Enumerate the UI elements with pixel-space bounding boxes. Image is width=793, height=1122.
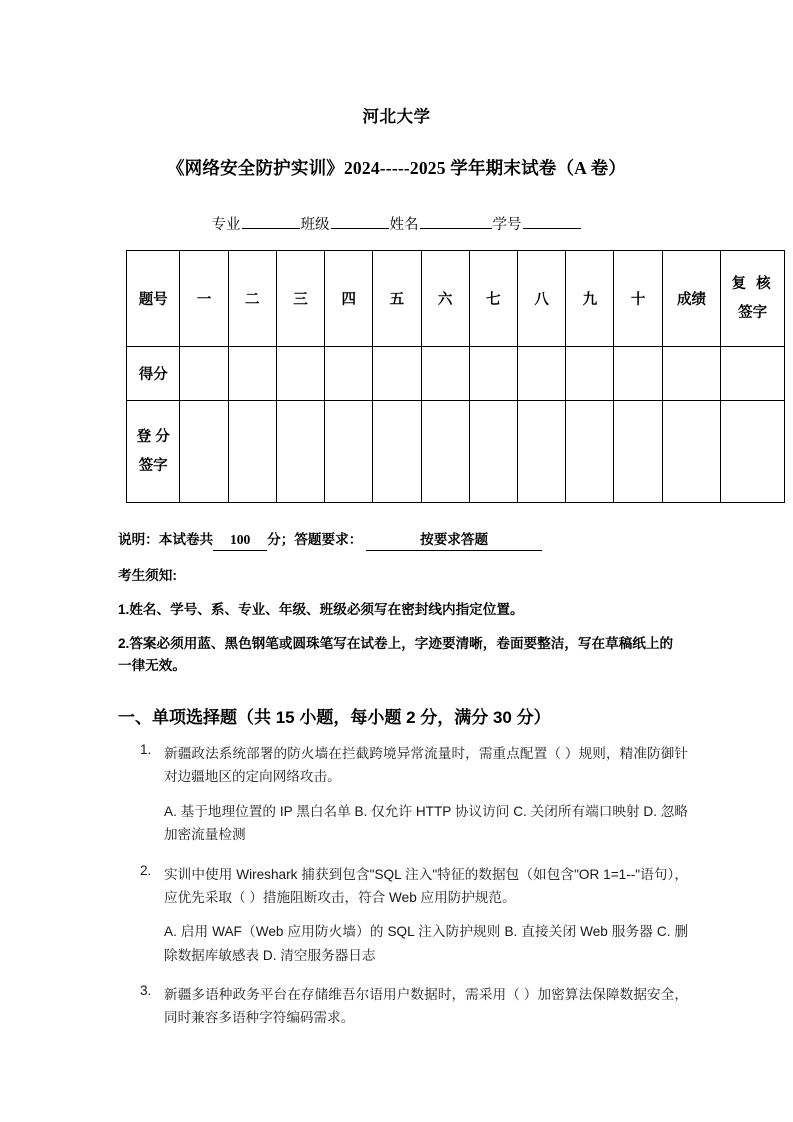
instruction-mid: 分；答题要求：	[267, 532, 363, 547]
cell-col-2: 二	[228, 251, 276, 347]
note-item-2: 2.答案必须用蓝、黑色钢笔或圆珠笔写在试卷上，字迹要清晰，卷面要整洁，写在草稿纸上的一律无效。	[118, 636, 674, 674]
cell-col-9: 九	[566, 251, 614, 347]
cell-score-8[interactable]	[518, 347, 566, 401]
signature-label-line1: 登 分	[136, 429, 170, 446]
cell-col-3: 三	[276, 251, 324, 347]
score-table	[126, 250, 785, 503]
major-label: 专业	[211, 217, 241, 233]
student-id-label: 学号	[492, 217, 522, 233]
section-title-single-choice: 一、单项选择题（共 15 小题，每小题 2 分，满分 30 分）	[118, 708, 551, 727]
cell-signature-5[interactable]	[373, 401, 421, 503]
cell-signature-1[interactable]	[180, 401, 228, 503]
cell-score-1[interactable]	[180, 347, 228, 401]
review-label-line1: 复 核	[731, 276, 774, 293]
cell-score-6[interactable]	[421, 347, 469, 401]
review-label-line2: 签字	[738, 304, 768, 321]
instruction-line	[118, 529, 680, 551]
signature-label-line2: 签字	[138, 457, 168, 474]
cell-score-3[interactable]	[276, 347, 324, 401]
cell-col-total: 成绩	[662, 251, 721, 347]
name-input-rule[interactable]	[420, 214, 492, 229]
question-options: A. 启用 WAF（Web 应用防火墙）的 SQL 注入防护规则 B. 直接关闭 Web 服务器 C. 删除数据库敏感表 D. 清空服务器日志	[164, 924, 688, 963]
class-input-rule[interactable]	[331, 214, 389, 229]
answer-requirement-value[interactable]: 按要求答题	[366, 529, 542, 551]
table-row-score	[127, 347, 785, 401]
cell-signature-3[interactable]	[276, 401, 324, 503]
cell-row-label-question-no: 题号	[127, 251, 180, 347]
note-item-1: 1.姓名、学号、系、专业、年级、班级必须写在密封线内指定位置。	[118, 602, 524, 618]
instruction-prefix: 说明：本试卷共	[118, 532, 214, 547]
cell-score-review[interactable]	[721, 347, 785, 401]
question-stem: 实训中使用 Wireshark 捕获到包含"SQL 注入"特征的数据包（如包含"OR 1=1--"语句），应优先采取（ ）措施阻断攻击，符合 Web 应用防护规范。	[164, 866, 688, 905]
student-id-input-rule[interactable]	[523, 214, 581, 229]
student-info-line	[0, 213, 793, 234]
question-stem: 新疆政法系统部署的防火墙在拦截跨境异常流量时，需重点配置（ ）规则，精准防御针对边疆地区的定向网络攻击。	[164, 746, 688, 785]
cell-col-5: 五	[373, 251, 421, 347]
cell-col-review-signature	[721, 251, 785, 347]
cell-signature-review[interactable]	[721, 401, 785, 503]
cell-signature-total[interactable]	[662, 401, 721, 503]
question-item	[140, 742, 688, 847]
notes-heading: 考生须知:	[118, 568, 177, 584]
name-label: 姓名	[389, 217, 419, 233]
question-number: 2.	[140, 862, 152, 878]
cell-col-7: 七	[469, 251, 517, 347]
question-item	[140, 983, 688, 1030]
class-label: 班级	[300, 217, 330, 233]
questions-list	[140, 742, 688, 1046]
question-number: 3.	[140, 983, 152, 998]
cell-col-6: 六	[421, 251, 469, 347]
question-number: 1.	[140, 742, 152, 757]
cell-score-9[interactable]	[566, 347, 614, 401]
cell-col-1: 一	[180, 251, 228, 347]
cell-col-10: 十	[614, 251, 662, 347]
cell-col-8: 八	[518, 251, 566, 347]
cell-signature-8[interactable]	[518, 401, 566, 503]
cell-score-5[interactable]	[373, 347, 421, 401]
question-item	[140, 863, 688, 968]
cell-score-total[interactable]	[662, 347, 721, 401]
cell-row-label-score: 得分	[127, 347, 180, 401]
table-row-header	[127, 251, 785, 347]
cell-signature-7[interactable]	[469, 401, 517, 503]
question-stem: 新疆多语种政务平台在存储维吾尔语用户数据时，需采用（ ）加密算法保障数据安全，同时兼容多语种字符编码需求。	[164, 987, 688, 1026]
cell-score-7[interactable]	[469, 347, 517, 401]
cell-col-4: 四	[325, 251, 373, 347]
cell-signature-9[interactable]	[566, 401, 614, 503]
exam-title: 《网络安全防护实训》2024-----2025 学年期末试卷（A 卷）	[166, 158, 627, 178]
major-input-rule[interactable]	[242, 214, 300, 229]
total-points-value[interactable]: 100	[213, 529, 267, 551]
table-row-signature	[127, 401, 785, 503]
notes-block	[118, 529, 680, 689]
cell-signature-6[interactable]	[421, 401, 469, 503]
university-name: 河北大学	[362, 108, 431, 126]
cell-score-2[interactable]	[228, 347, 276, 401]
cell-row-label-signature	[127, 401, 180, 503]
cell-score-4[interactable]	[325, 347, 373, 401]
cell-signature-4[interactable]	[325, 401, 373, 503]
cell-signature-2[interactable]	[228, 401, 276, 503]
cell-score-10[interactable]	[614, 347, 662, 401]
cell-signature-10[interactable]	[614, 401, 662, 503]
question-options: A. 基于地理位置的 IP 黑白名单 B. 仅允许 HTTP 协议访问 C. 关闭所有端口映射 D. 忽略加密流量检测	[164, 803, 688, 843]
